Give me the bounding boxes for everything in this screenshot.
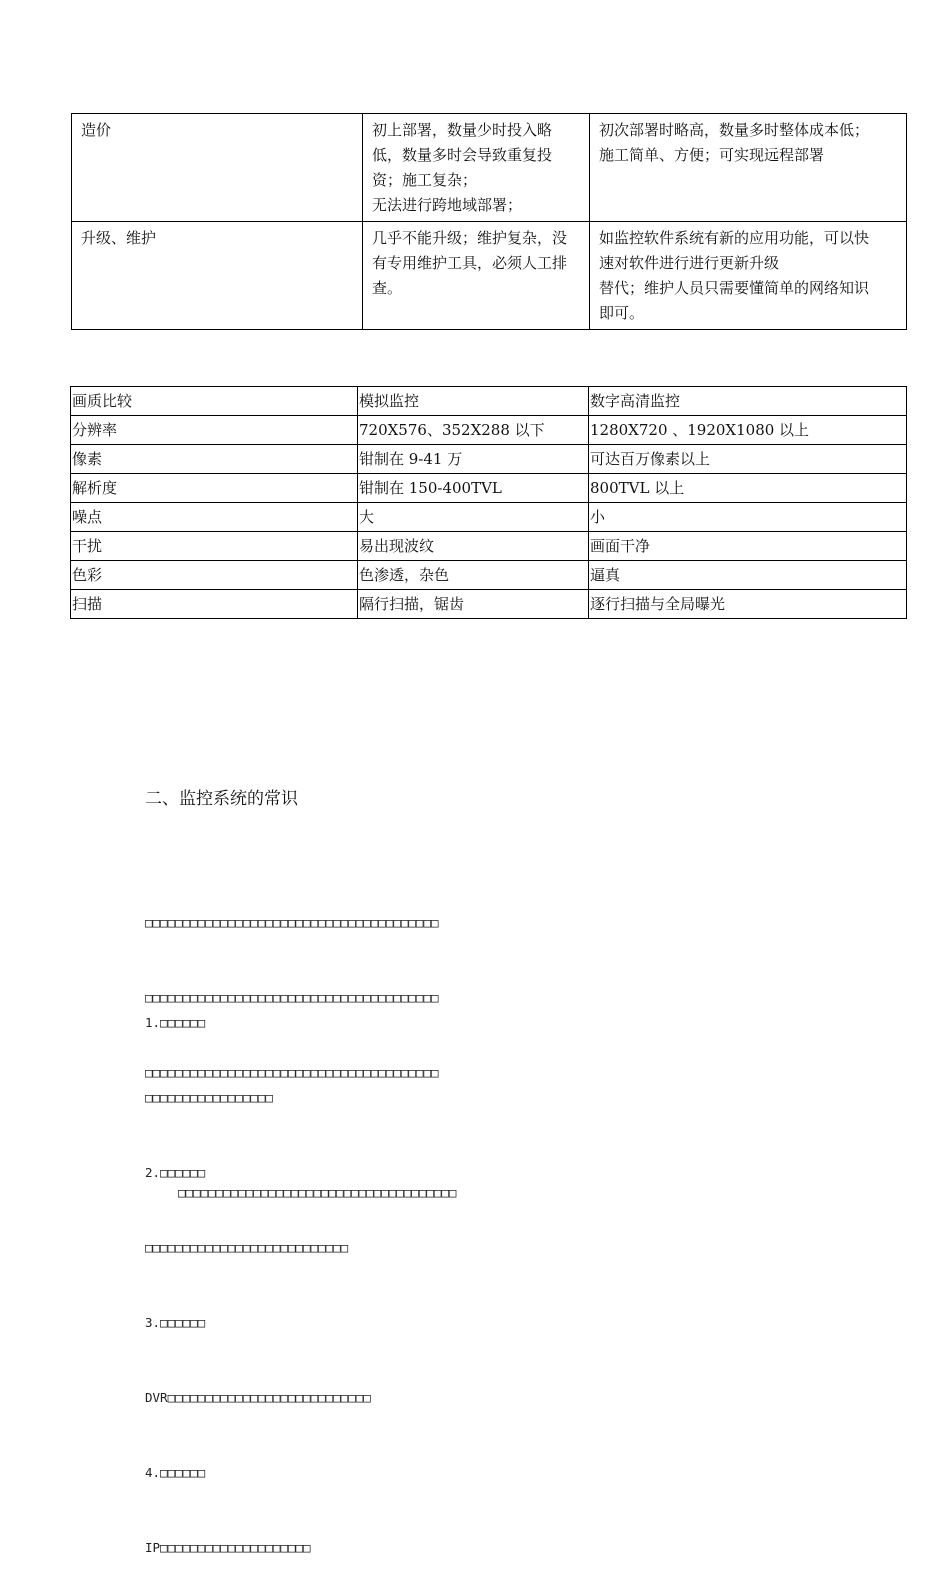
table-row	[71, 590, 907, 619]
list-item: 2.□□□□□□	[145, 1165, 206, 1180]
table-row	[71, 445, 907, 474]
cost-maintenance-table	[71, 113, 907, 330]
table-cell: 扫描	[71, 590, 358, 619]
table-cell: 800TVL 以上	[589, 474, 907, 503]
numbered-list	[145, 960, 371, 1585]
table-cell: 钳制在 150-400TVL	[358, 474, 589, 503]
list-item: DVR□□□□□□□□□□□□□□□□□□□□□□□□□□□	[145, 1390, 371, 1405]
list-item: IP□□□□□□□□□□□□□□□□□□□□	[145, 1540, 311, 1555]
table-cell: 大	[358, 503, 589, 532]
table-cell: 分辨率	[71, 416, 358, 445]
table-row	[71, 387, 907, 416]
table-cell: 逼真	[589, 561, 907, 590]
table-cell: 解析度	[71, 474, 358, 503]
row-label: 造价	[72, 114, 363, 222]
table-row	[71, 532, 907, 561]
table-cell: 画面干净	[589, 532, 907, 561]
table-cell: 钳制在 9-41 万	[358, 445, 589, 474]
table-cell: 干扰	[71, 532, 358, 561]
table-cell: 数字高清监控	[589, 387, 907, 416]
table-cell: 1280X720 、1920X1080 以上	[589, 416, 907, 445]
table-row	[71, 561, 907, 590]
list-item: □□□□□□□□□□□□□□□□□□□□□□□□□□□	[145, 1240, 349, 1255]
section-heading: 二、监控系统的常识	[145, 789, 298, 809]
table-cell: 720X576、352X288 以下	[358, 416, 589, 445]
table-cell: 色彩	[71, 561, 358, 590]
table-row	[71, 503, 907, 532]
table-cell: 像素	[71, 445, 358, 474]
digital-cell: 初次部署时略高，数量多时整体成本低； 施工简单、方便；可实现远程部署	[590, 114, 907, 222]
placeholder-paragraph: □□□□□□□□□□□□□□□□□□□□□□□□□□□□□□□□□□□□□□□ □□□□□□□□□□□□□□□□□□□□□□□□□□□□□□□□□□□□□□□ □□□□□□□□□□□□□□□□□□□□□□□□□□□□□□□□□□□□□□□	[145, 915, 439, 1080]
table-cell: 易出现波纹	[358, 532, 589, 561]
table-cell: 色渗透，杂色	[358, 561, 589, 590]
table-cell: 逐行扫描与全局曝光	[589, 590, 907, 619]
table-cell: 隔行扫描，锯齿	[358, 590, 589, 619]
table-row	[72, 114, 907, 222]
table-row	[71, 416, 907, 445]
table-cell: 噪点	[71, 503, 358, 532]
digital-cell: 如监控软件系统有新的应用功能，可以快 速对软件进行进行更新升级 替代；维护人员只需要懂简单的网络知识 即可。	[590, 222, 907, 330]
table-cell: 可达百万像素以上	[589, 445, 907, 474]
list-item: □□□□□□□□□□□□□□□□□	[145, 1090, 273, 1105]
table-row	[71, 474, 907, 503]
image-quality-table	[70, 386, 907, 619]
row-label: 升级、维护	[72, 222, 363, 330]
analog-cell: 几乎不能升级；维护复杂，没 有专用维护工具，必须人工排 查。	[363, 222, 590, 330]
table-cell: 小	[589, 503, 907, 532]
list-item: 1.□□□□□□	[145, 1015, 206, 1030]
analog-cell: 初上部署，数量少时投入略 低，数量多时会导致重复投 资；施工复杂； 无法进行跨地域部署；	[363, 114, 590, 222]
list-item: 3.□□□□□□	[145, 1315, 206, 1330]
table-cell: 画质比较	[71, 387, 358, 416]
table-row	[72, 222, 907, 330]
final-paragraph: □□□□□□□□□□□□□□□□□□□□□□□□□□□□□□□□□□□□□	[178, 1185, 457, 1200]
table-cell: 模拟监控	[358, 387, 589, 416]
list-item: 4.□□□□□□	[145, 1465, 206, 1480]
